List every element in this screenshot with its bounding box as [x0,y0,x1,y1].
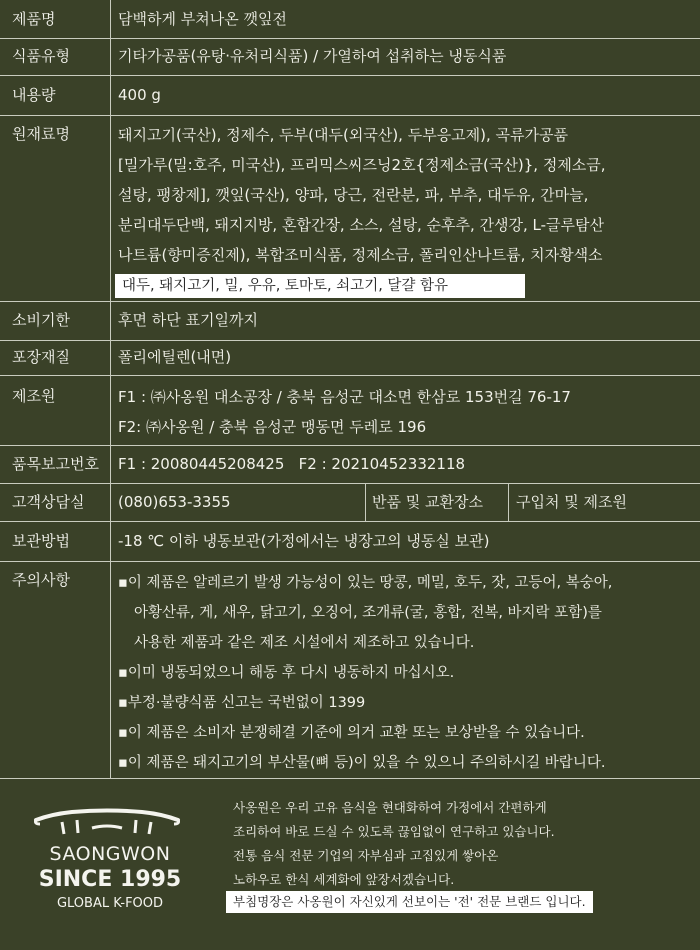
report-number-value: F1 : 20080445208425 F2 : 20210452332118 [118,455,466,473]
storage-value: -18 ℃ 이하 냉동보관(가정에서는 냉장고의 냉동실 보관) [118,532,490,550]
row-divider [0,778,700,779]
brand-since: SINCE 1995 [38,867,182,892]
ingredients-label: 원재료명 [12,125,70,143]
row-divider [0,301,700,302]
caution-line: ▪부정·불량식품 신고는 국번없이 1399 [118,695,366,711]
caution-line: ▪이미 냉동되었으니 해동 후 다시 냉동하지 마십시오. [118,665,455,681]
column-divider [508,483,509,521]
caution-line: 아황산류, 게, 새우, 닭고기, 오징어, 조개류(굴, 홍합, 전복, 바지락 포함)를 [134,605,602,621]
ingredients-line: 나트륨(향미증진제), 복합조미식품, 정제소금, 폴리인산나트륨, 치자황색소 [118,246,603,264]
manufacturer-line: F2: ㈜사옹원 / 충북 음성군 맹동면 두레로 196 [118,418,427,436]
net-weight-value: 400 g [118,86,161,104]
expiry-value: 후면 하단 표기일까지 [118,311,258,329]
storage-label: 보관방법 [12,532,70,550]
customer-service-phone: (080)653-3355 [118,493,231,511]
roof-emblem-icon [32,800,182,840]
row-divider [0,340,700,341]
row-divider [0,561,700,562]
report-number-label: 품목보고번호 [12,455,99,473]
exchange-place-value: 구입처 및 제조원 [516,493,627,511]
brand-description-line: 사옹원은 우리 고유 음식을 현대화하여 가정에서 간편하게 [233,800,547,815]
customer-service-label: 고객상담실 [12,493,85,511]
brand-description-line: 조리하여 바로 드실 수 있도록 끊임없이 연구하고 있습니다. [233,824,555,839]
ingredients-line: [밀가루(밀:호주, 미국산), 프리믹스씨즈닝2호{정제소금(국산)}, 정제소금, [118,156,606,174]
ingredients-line: 설탕, 팽창제], 깻잎(국산), 양파, 당근, 전란분, 파, 부추, 대두유, 간마늘, [118,186,589,204]
expiry-label: 소비기한 [12,311,70,329]
caution-line: ▪이 제품은 돼지고기의 부산물(뼈 등)이 있을 수 있으니 주의하시길 바랍니다. [118,755,606,771]
column-divider [365,483,366,521]
food-type-label: 식품유형 [12,47,70,65]
row-divider [0,375,700,376]
row-divider [0,115,700,116]
packaging-label: 포장재질 [12,348,70,366]
packaging-value: 폴리에틸렌(내면) [118,348,232,366]
allergen-notice: 대두, 돼지고기, 밀, 우유, 토마토, 쇠고기, 달걀 함유 [115,274,525,298]
brand-slogan: 부침명장은 사옹원이 자신있게 선보이는 '전' 전문 브랜드 입니다. [226,891,593,913]
brand-name: SAONGWON [49,843,171,865]
net-weight-label: 내용량 [12,86,56,104]
ingredients-line: 돼지고기(국산), 정제수, 두부(대두(외국산), 두부응고제), 곡류가공품 [118,126,568,144]
cautions-label: 주의사항 [12,571,70,589]
ingredients-line: 분리대두단백, 돼지지방, 혼합간장, 소스, 설탕, 순후추, 간생강, L-글루탐산 [118,216,604,234]
caution-line: ▪이 제품은 알레르기 발생 가능성이 있는 땅콩, 메밀, 호두, 잣, 고등어, 복숭아, [118,575,613,591]
exchange-place-label: 반품 및 교환장소 [372,493,483,511]
column-divider [110,0,111,778]
caution-line: 사용한 제품과 같은 제조 시설에서 제조하고 있습니다. [134,635,475,651]
product-name-label: 제품명 [12,10,56,28]
caution-line: ▪이 제품은 소비자 분쟁해결 기준에 의거 교환 또는 보상받을 수 있습니다. [118,725,585,741]
manufacturer-label: 제조원 [12,387,56,405]
brand-description-line: 전통 음식 전문 기업의 자부심과 고집있게 쌓아온 [233,848,499,863]
brand-tagline: GLOBAL K-FOOD [56,896,164,911]
manufacturer-line: F1 : ㈜사옹원 대소공장 / 충북 음성군 대소면 한삼로 153번길 76-17 [118,388,571,406]
row-divider [0,75,700,76]
food-type-value: 기타가공품(유탕·유처리식품) / 가열하여 섭취하는 냉동식품 [118,47,507,65]
product-name-value: 담백하게 부쳐나온 깻잎전 [118,10,287,28]
brand-description-line: 노하우로 한식 세계화에 앞장서겠습니다. [233,872,455,887]
